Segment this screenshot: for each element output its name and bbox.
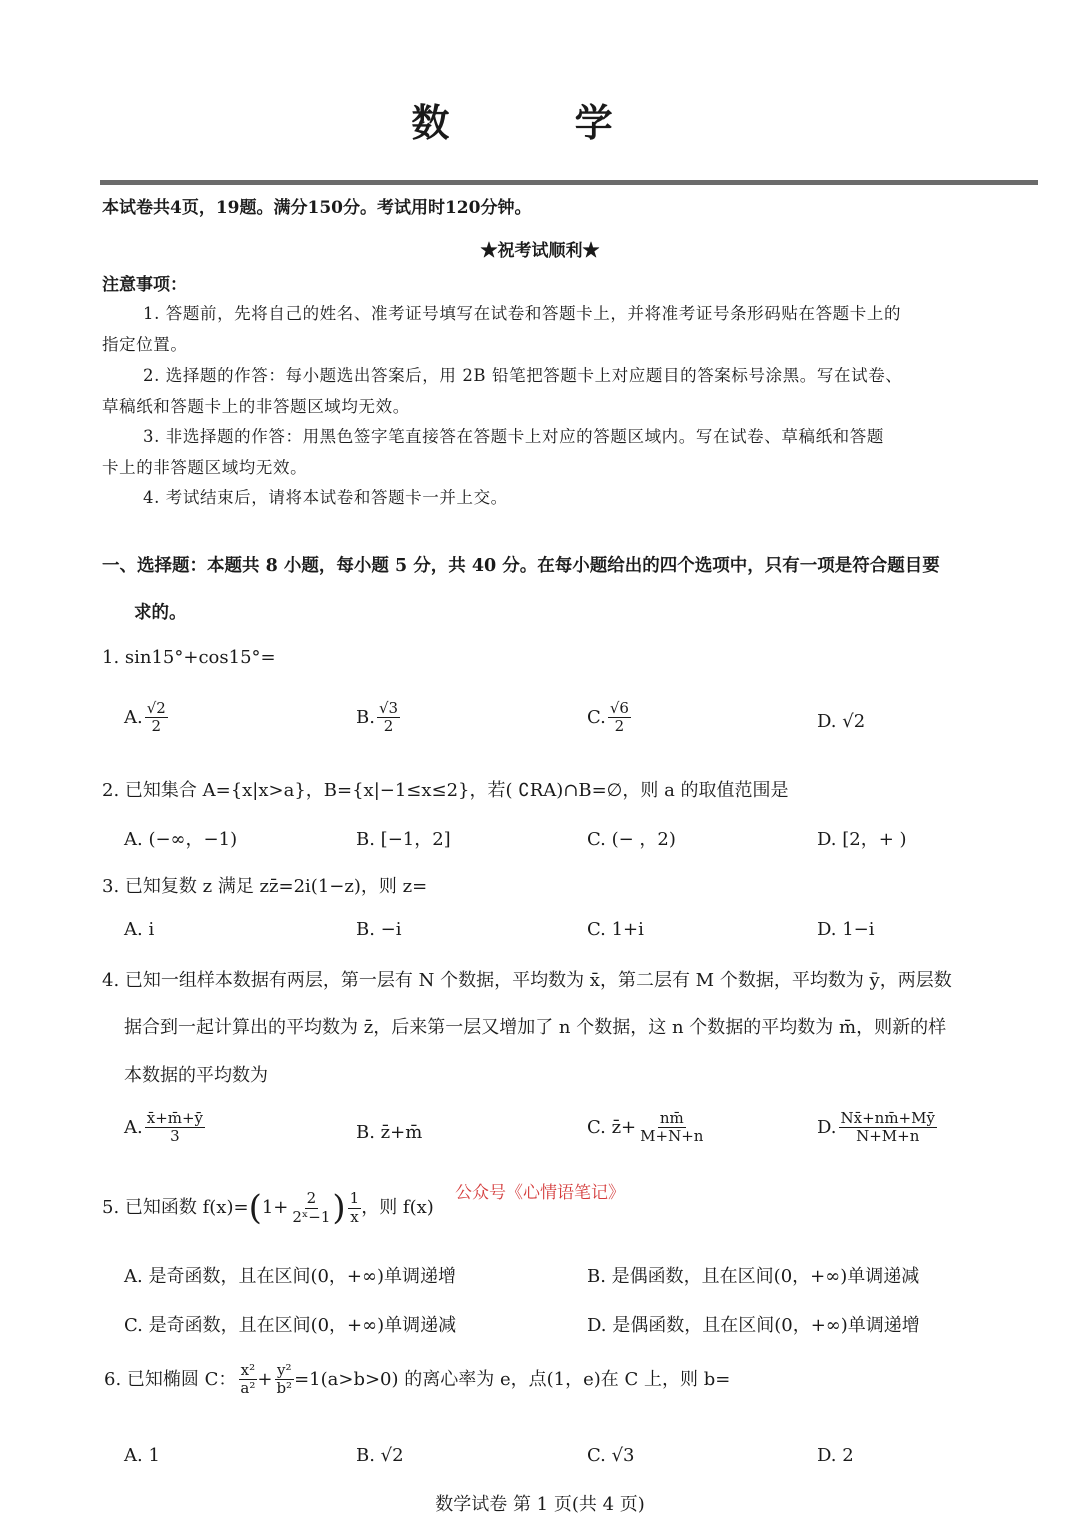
question-1-stem: 1. sin15°+cos15°=: [102, 647, 276, 668]
left-paren: (: [248, 1188, 262, 1228]
question-6-stem: [104, 1362, 730, 1398]
question-2-option-a: A. (−∞，−1): [124, 829, 238, 850]
right-paren: ): [332, 1188, 346, 1228]
question-3-option-a: A. i: [124, 919, 155, 940]
question-1-option-a: [124, 700, 168, 736]
stem-text: ，则 f(x): [361, 1197, 434, 1218]
fraction: [348, 1190, 362, 1226]
stem-text: 6. 已知椭圆 C：: [104, 1368, 237, 1390]
notice-line: 草稿纸和答题卡上的非答题区域均无效。: [102, 397, 410, 416]
numerator: x²: [240, 1361, 256, 1379]
watermark-text: 公众号《心情语笔记》: [455, 1183, 625, 1203]
question-2-option-d: D. [2，+ ): [817, 829, 907, 850]
option-label: A.: [124, 1116, 143, 1138]
denominator: a²: [240, 1379, 256, 1398]
question-1-option-c: [587, 700, 631, 736]
question-2-option-b: B. [−1，2]: [356, 829, 451, 850]
notice-heading: 注意事项：: [102, 275, 187, 295]
denominator: 2: [383, 717, 394, 736]
option-label: B.: [356, 706, 375, 728]
denominator: 2: [151, 717, 162, 736]
notice-line: 4. 考试结束后，请将本试卷和答题卡一并上交。: [143, 488, 508, 507]
notice-line: 指定位置。: [102, 335, 188, 354]
question-1-option-b: [356, 700, 400, 736]
section-heading: 一、选择题：本题共 8 小题，每小题 5 分，共 40 分。在每小题给出的四个选项中，只有一项是符合题目要: [102, 556, 940, 576]
blessing: ★祝考试顺利★: [480, 241, 600, 261]
fraction: [145, 1110, 205, 1146]
denominator: M+N+n: [640, 1127, 704, 1146]
numerator: x̄+m̄+ȳ: [146, 1109, 204, 1127]
question-5-option-b: B. 是偶函数，且在区间(0，+∞)单调递减: [587, 1266, 920, 1287]
question-4-option-d: [817, 1110, 937, 1146]
fraction: [638, 1110, 705, 1146]
question-6-option-b: B. √2: [356, 1445, 404, 1466]
question-5-option-d: D. 是偶函数，且在区间(0，+∞)单调递增: [587, 1315, 920, 1336]
denominator: 2: [614, 717, 625, 736]
question-6-option-a: A. 1: [124, 1445, 160, 1466]
denominator: x: [350, 1207, 359, 1226]
section-heading-cont: 求的。: [134, 603, 187, 623]
numerator: √3: [378, 699, 399, 717]
question-6-option-c: C. √3: [587, 1445, 635, 1466]
fraction: [238, 1362, 257, 1398]
exam-info: 本试卷共4页，19题。满分150分。考试用时120分钟。: [102, 198, 532, 218]
notice-line: 3. 非选择题的作答：用黑色签字笔直接答在答题卡上对应的答题区域内。写在试卷、草稿纸和答题: [143, 427, 884, 446]
stem-text: +: [257, 1368, 273, 1390]
question-2-option-c: C. (− ，2): [587, 829, 676, 850]
numerator: y²: [277, 1361, 292, 1379]
notice-line: 1. 答题前，先将自己的姓名、准考证号填写在试卷和答题卡上，并将准考证号条形码贴在答题卡上的: [143, 304, 902, 323]
question-4-option-b: B. z̄+m̄: [356, 1122, 423, 1143]
fraction: [608, 700, 631, 736]
fraction: [145, 700, 168, 736]
option-label: D.: [817, 1116, 837, 1138]
question-1-option-d: D. √2: [817, 711, 866, 732]
option-label: A.: [124, 706, 143, 728]
numerator: nm̄: [659, 1109, 684, 1127]
numerator: √6: [609, 699, 629, 717]
header-divider: [100, 180, 1038, 185]
fraction: [274, 1362, 294, 1398]
stem-text: 5. 已知函数 f(x)=: [102, 1197, 249, 1218]
question-5-stem: [102, 1188, 434, 1228]
fraction: [290, 1190, 332, 1226]
question-3-option-c: C. 1+i: [587, 919, 644, 940]
denominator: N+M+n: [856, 1127, 920, 1146]
option-label: C.: [587, 706, 606, 728]
question-4-stem-line: 4. 已知一组样本数据有两层，第一层有 N 个数据，平均数为 x̄，第二层有 M 个数据，平均数为 ȳ，两层数: [102, 970, 952, 991]
question-6-option-d: D. 2: [817, 1445, 854, 1466]
numerator: 2: [306, 1189, 317, 1208]
question-3-option-d: D. 1−i: [817, 919, 875, 940]
denominator: 3: [170, 1127, 180, 1146]
question-4-option-a: [124, 1110, 205, 1146]
page-title: 数 学: [411, 100, 669, 145]
numerator: 1: [349, 1189, 360, 1208]
numerator: √2: [146, 699, 166, 717]
question-4-stem-line: 本数据的平均数为: [124, 1065, 268, 1086]
question-4-stem-line: 据合到一起计算出的平均数为 z̄，后来第一层又增加了 n 个数据，这 n 个数据的平均数为 m̄，则新的样: [124, 1017, 947, 1038]
page-footer: 数学试卷 第 1 页(共 4 页): [435, 1494, 645, 1515]
question-4-option-c: [587, 1110, 705, 1146]
question-3-stem: 3. 已知复数 z 满足 zz̄=2i(1−z)，则 z=: [102, 876, 428, 897]
option-label: C. z̄+: [587, 1116, 637, 1138]
notice-line: 2. 选择题的作答：每小题选出答案后，用 2B 铅笔把答题卡上对应题目的答案标号涂黑。写在试卷、: [143, 366, 903, 385]
question-5-option-a: A. 是奇函数，且在区间(0，+∞)单调递增: [124, 1266, 457, 1287]
numerator: Nx̄+nm̄+Mȳ: [840, 1109, 935, 1127]
question-2-stem: 2. 已知集合 A={x|x>a}，B={x|−1≤x≤2}，若( ∁RA)∩B=∅，则 a 的取值范围是: [102, 780, 789, 801]
denominator: 2ˣ−1: [292, 1207, 331, 1226]
question-3-option-b: B. −i: [356, 919, 402, 940]
question-5-option-c: C. 是奇函数，且在区间(0，+∞)单调递减: [124, 1315, 457, 1336]
stem-text: =1(a>b>0) 的离心率为 e，点(1，e)在 C 上，则 b=: [294, 1368, 731, 1390]
stem-text: 1+: [261, 1197, 289, 1218]
fraction: [839, 1110, 937, 1146]
fraction: [377, 700, 400, 736]
notice-line: 卡上的非答题区域均无效。: [102, 458, 308, 477]
denominator: b²: [276, 1379, 293, 1398]
